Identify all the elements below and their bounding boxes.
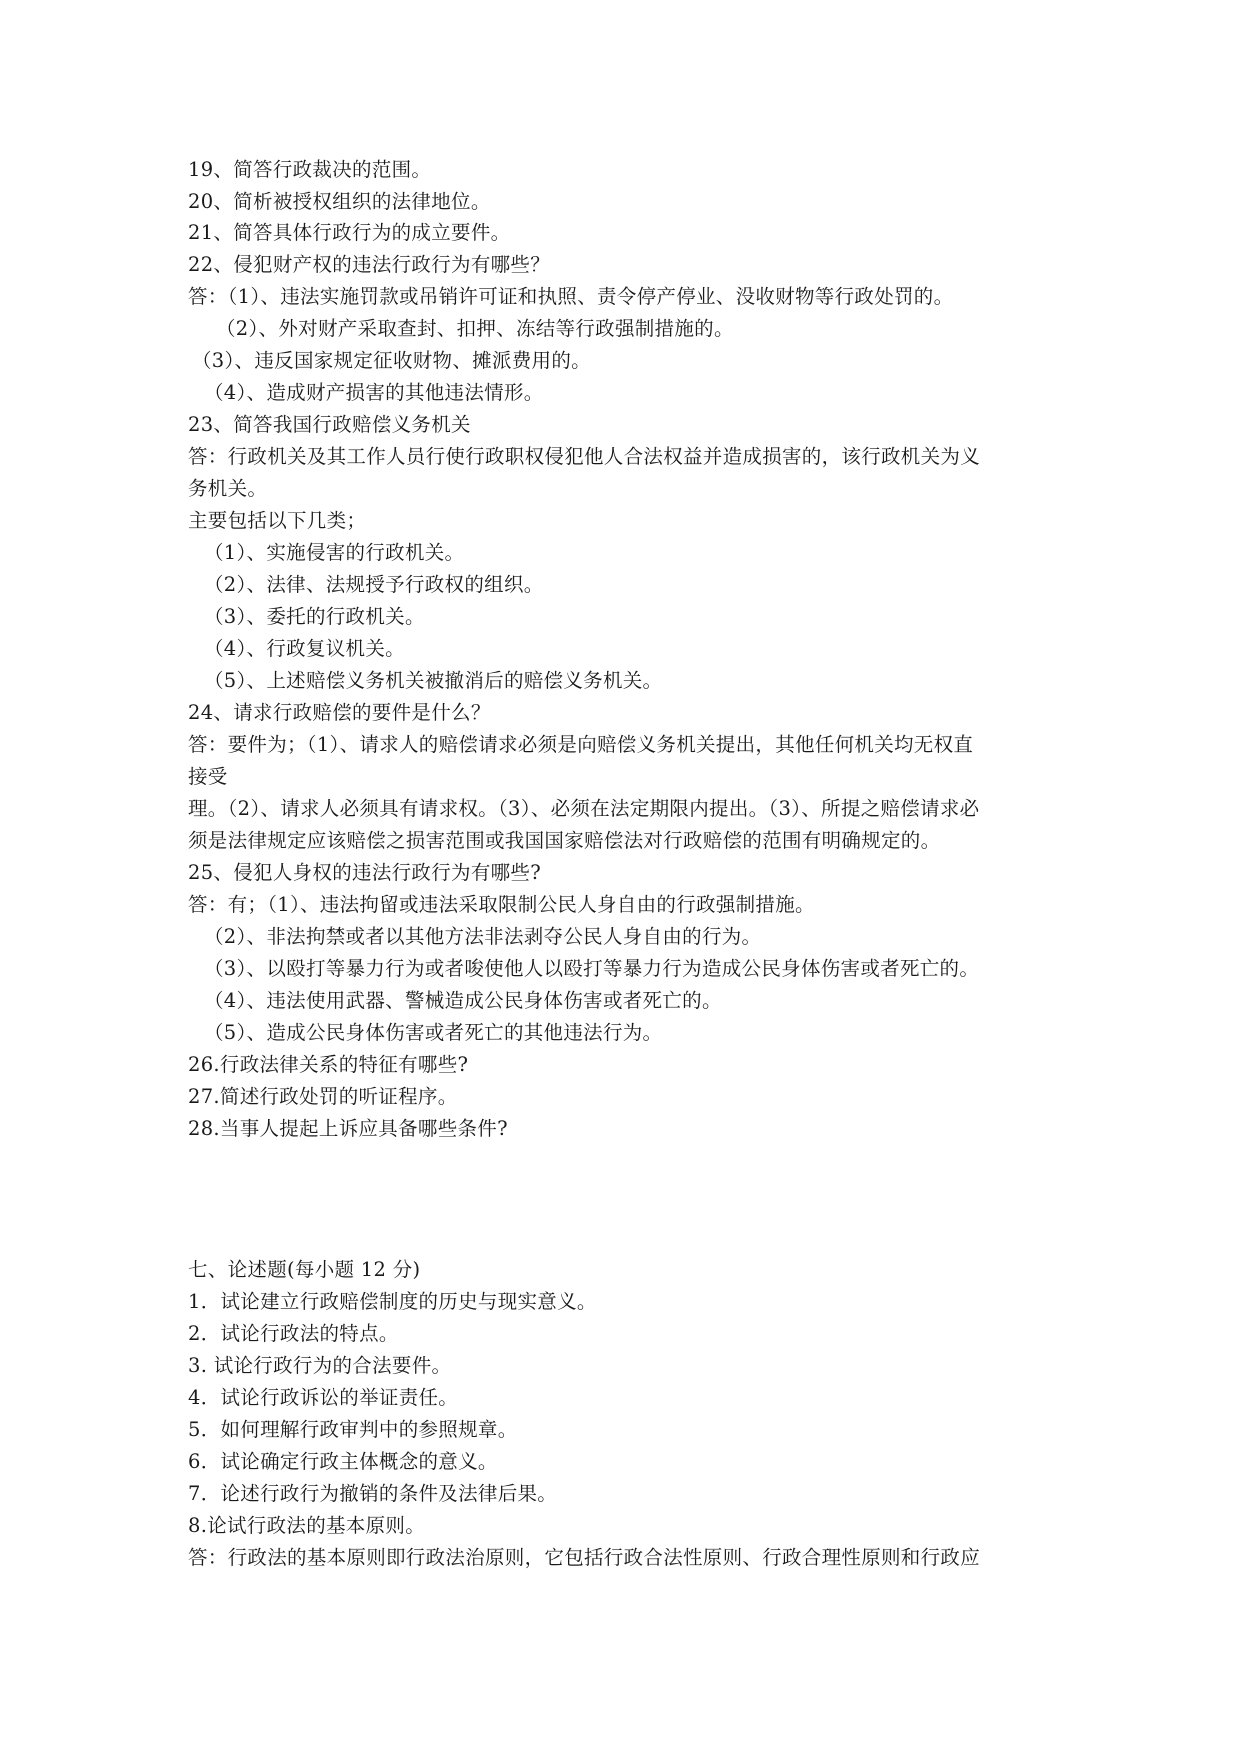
answer-23-line-1: 答：行政机关及其工作人员行使行政职权侵犯他人合法权益并造成损害的，该行政机关为义 xyxy=(188,445,981,468)
answer-24-line-1: 答：要件为；（1）、请求人的赔偿请求必须是向赔偿义务机关提出，其他任何机关均无权直 xyxy=(188,733,974,756)
answer-22-line-2: （2）、外对财产采取查封、扣押、冻结等行政强制措施的。 xyxy=(216,317,734,340)
question-23: 23、简答我国行政赔偿义务机关 xyxy=(188,413,471,436)
answer-22-line-3: （3）、违反国家规定征收财物、摊派费用的。 xyxy=(192,349,591,372)
question-20: 20、简析被授权组织的法律地位。 xyxy=(188,190,491,213)
answer-24-line-3: 理。（2）、请求人必须具有请求权。（3）、必须在法定期限内提出。（3）、所提之赔偿请求必 xyxy=(188,797,980,820)
answer-24-line-2: 接受 xyxy=(188,765,228,788)
question-19: 19、简答行政裁决的范围。 xyxy=(188,158,432,181)
question-27: 27.简述行政处罚的听证程序。 xyxy=(188,1085,458,1108)
answer-25-item-5: （5）、造成公民身体伤害或者死亡的其他违法行为。 xyxy=(204,1021,663,1044)
answer-25-line-1: 答：有；（1）、违法拘留或违法采取限制公民人身自由的行政强制措施。 xyxy=(188,893,815,916)
essay-question-1: 1．试论建立行政赔偿制度的历史与现实意义。 xyxy=(188,1290,597,1313)
essay-question-5: 5．如何理解行政审判中的参照规章。 xyxy=(188,1418,518,1441)
answer-22-line-1: 答：（1）、违法实施罚款或吊销许可证和执照、责令停产停业、没收财物等行政处罚的。 xyxy=(188,285,954,308)
answer-22-line-4: （4）、造成财产损害的其他违法情形。 xyxy=(204,381,544,404)
answer-23-item-3: （3）、委托的行政机关。 xyxy=(204,605,425,628)
question-24: 24、请求行政赔偿的要件是什么？ xyxy=(188,701,491,724)
essay-answer-8-line-1: 答：行政法的基本原则即行政法治原则，它包括行政合法性原则、行政合理性原则和行政应 xyxy=(188,1546,981,1569)
essay-question-4: 4．试论行政诉讼的举证责任。 xyxy=(188,1386,459,1409)
essay-question-2: 2．试论行政法的特点。 xyxy=(188,1322,399,1345)
answer-23-line-2: 务机关。 xyxy=(188,477,268,500)
answer-23-item-2: （2）、法律、法规授予行政权的组织。 xyxy=(204,573,544,596)
answer-23-line-3: 主要包括以下几类； xyxy=(188,509,367,532)
answer-25-item-3: （3）、以殴打等暴力行为或者唆使他人以殴打等暴力行为造成公民身体伤害或者死亡的。 xyxy=(204,957,980,980)
section-7-heading: 七、论述题(每小题 12 分) xyxy=(188,1258,421,1281)
answer-23-item-1: （1）、实施侵害的行政机关。 xyxy=(204,541,465,564)
question-21: 21、简答具体行政行为的成立要件。 xyxy=(188,221,511,244)
answer-25-item-2: （2）、非法拘禁或者以其他方法非法剥夺公民人身自由的行为。 xyxy=(204,925,762,948)
essay-question-7: 7．论述行政行为撤销的条件及法律后果。 xyxy=(188,1482,558,1505)
answer-24-line-4: 须是法律规定应该赔偿之损害范围或我国国家赔偿法对行政赔偿的范围有明确规定的。 xyxy=(188,829,941,852)
question-22: 22、侵犯财产权的违法行政行为有哪些？ xyxy=(188,253,551,276)
answer-25-item-4: （4）、违法使用武器、警械造成公民身体伤害或者死亡的。 xyxy=(204,989,722,1012)
question-26: 26.行政法律关系的特征有哪些? xyxy=(188,1053,469,1076)
essay-question-6: 6．试论确定行政主体概念的意义。 xyxy=(188,1450,498,1473)
essay-question-3: 3. 试论行政行为的合法要件。 xyxy=(188,1354,452,1377)
essay-question-8: 8.论试行政法的基本原则。 xyxy=(188,1514,426,1537)
answer-23-item-5: （5）、上述赔偿义务机关被撤消后的赔偿义务机关。 xyxy=(204,669,663,692)
question-28: 28.当事人提起上诉应具备哪些条件? xyxy=(188,1117,508,1140)
question-25: 25、侵犯人身权的违法行政行为有哪些? xyxy=(188,861,541,884)
answer-23-item-4: （4）、行政复议机关。 xyxy=(204,637,405,660)
